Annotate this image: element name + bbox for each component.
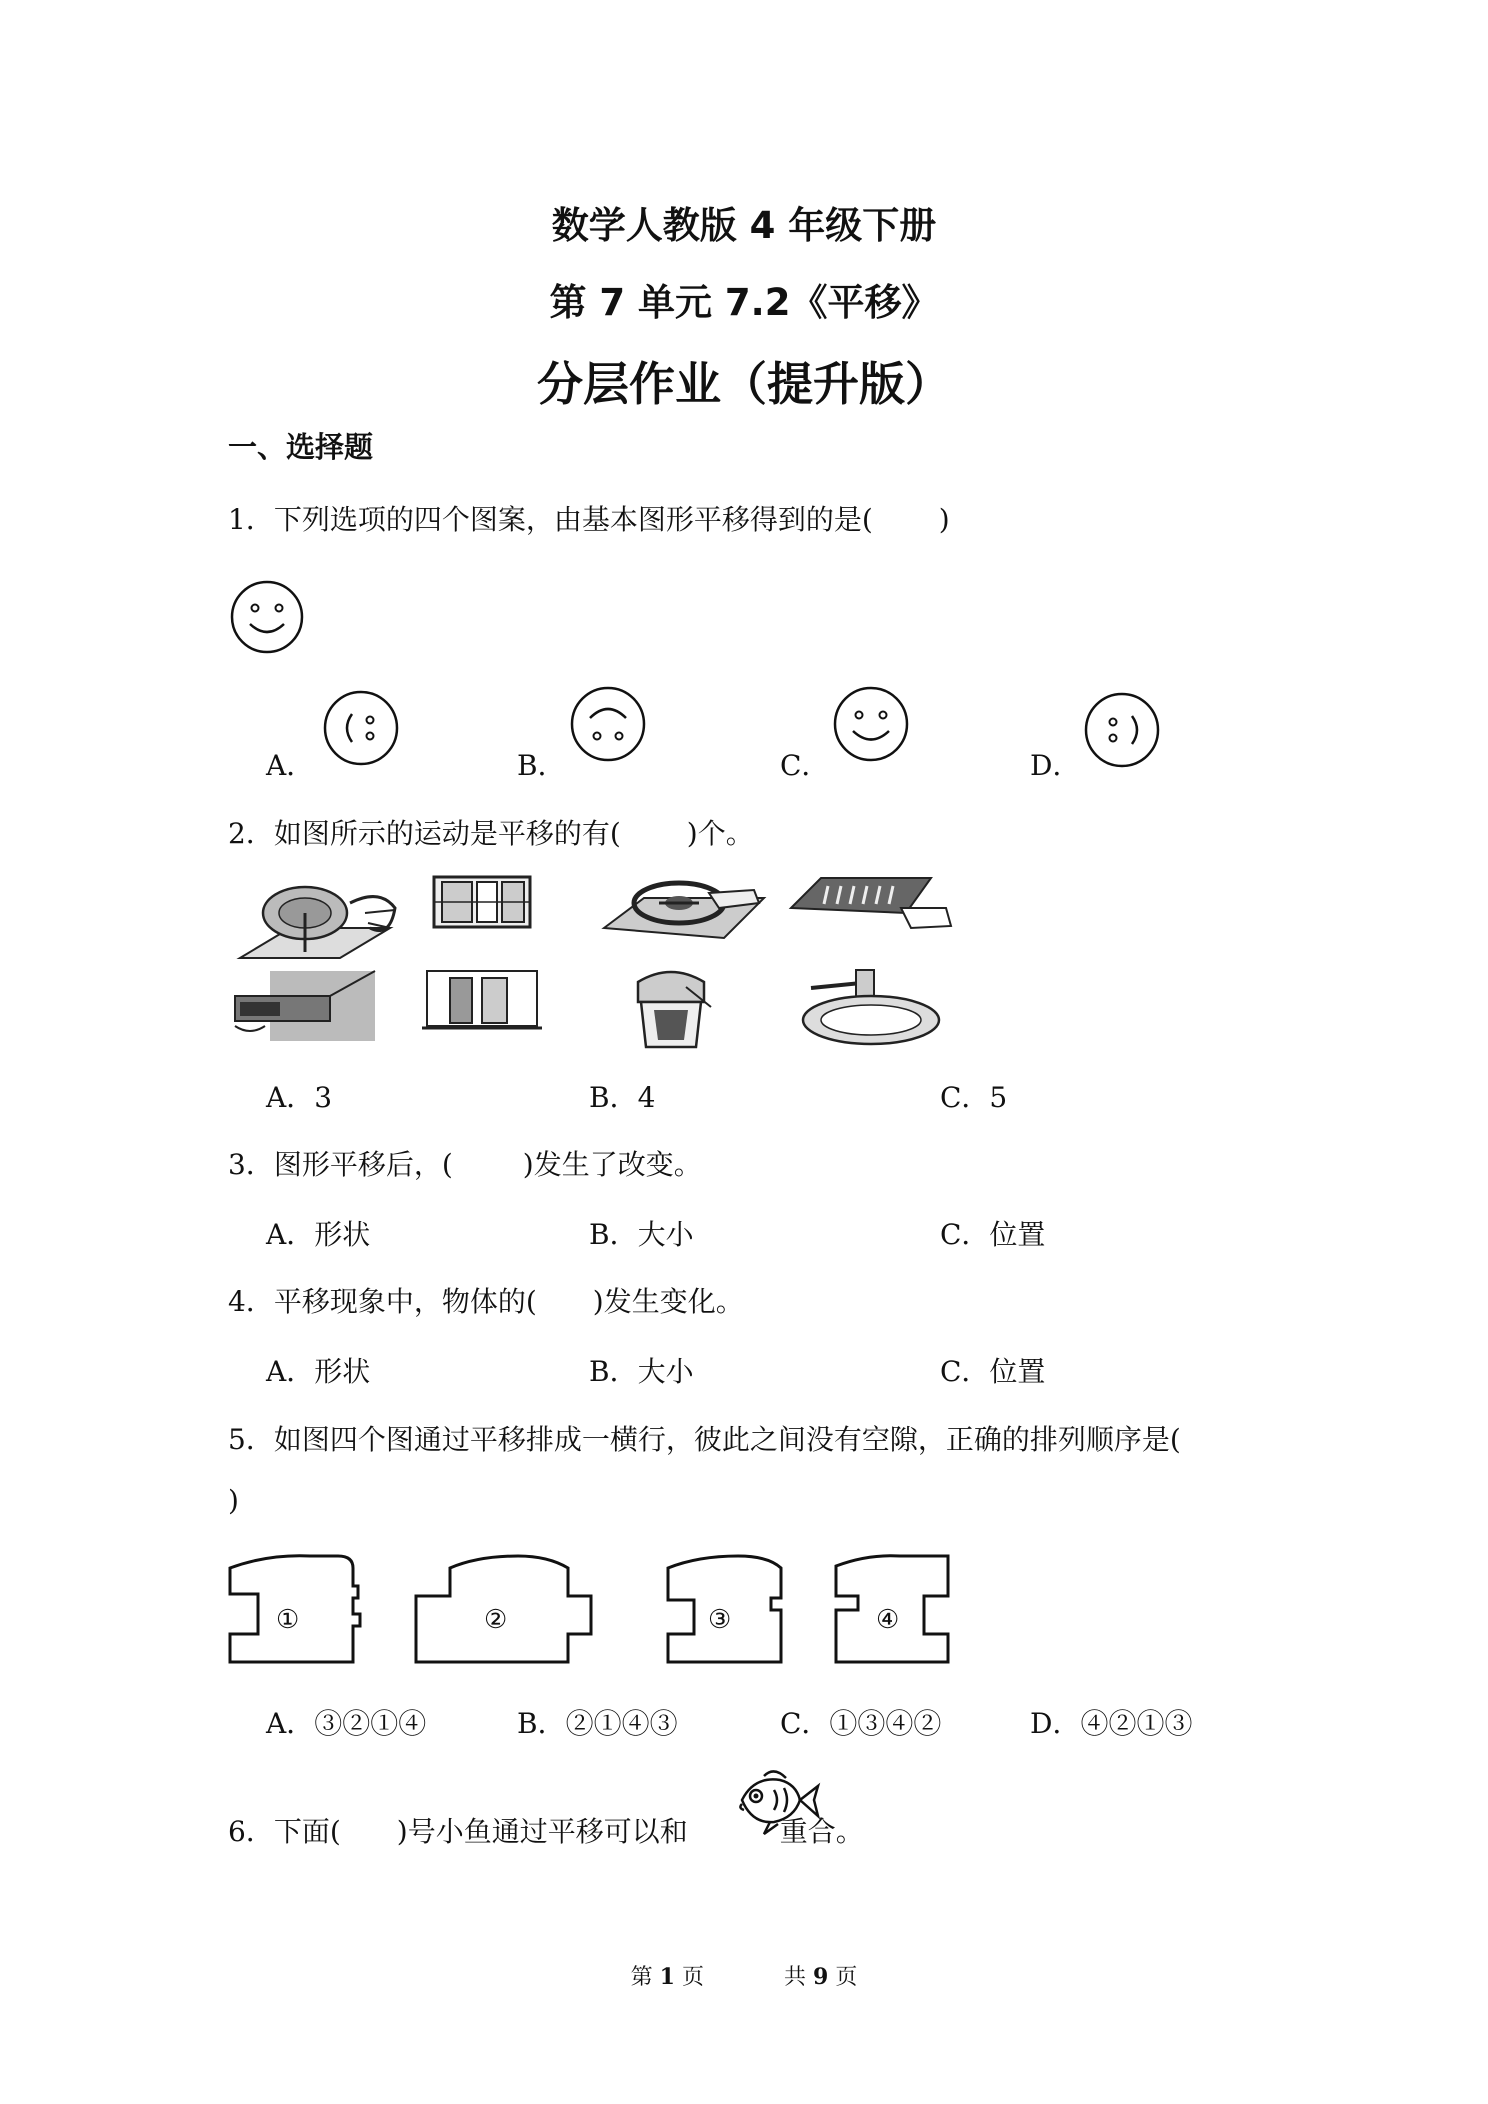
footer-total-prefix: 共 — [784, 1965, 807, 1990]
question-6-number: 6． — [228, 1815, 274, 1848]
question-3-text-after: 发生了改变。 — [533, 1148, 702, 1181]
q2-paren-close: ) — [686, 817, 698, 850]
q5-paren-close: ) — [228, 1484, 239, 1517]
q5-option-a[interactable]: A．③②①④ — [266, 1707, 427, 1740]
q1-option-a-label[interactable]: A． — [266, 749, 315, 782]
question-2-text-after: 个。 — [697, 817, 754, 850]
q2-image-sink-tap — [796, 958, 946, 1048]
q4-paren-close: ) — [592, 1285, 604, 1318]
question-1-text: 下列选项的四个图案，由基本图形平移得到的是 — [273, 503, 862, 536]
q5-option-c[interactable]: C．①③④② — [780, 1707, 942, 1740]
question-6-text: 下面 — [273, 1815, 330, 1848]
q2-image-sliding-door — [422, 966, 542, 1036]
question-3 — [228, 1143, 702, 1183]
base-smiley-figure — [228, 578, 306, 656]
question-5-text: 如图四个图通过平移排成一横行，彼此之间没有空隙，正确的排列顺序是 — [273, 1423, 1170, 1456]
q3-option-b[interactable]: B．大小 — [589, 1218, 694, 1251]
q1-option-a-figure — [322, 688, 400, 768]
q1-option-d-figure — [1082, 690, 1162, 770]
q5-paren-open: ( — [1169, 1423, 1181, 1456]
question-1-number: 1． — [228, 503, 274, 536]
q4-option-a[interactable]: A．形状 — [266, 1355, 371, 1388]
question-5-number: 5． — [228, 1423, 274, 1456]
question-3-text: 图形平移后， — [273, 1148, 442, 1181]
question-3-number: 3． — [228, 1148, 274, 1181]
q3-paren-close: ) — [522, 1148, 534, 1181]
q2-image-drawer — [230, 966, 380, 1044]
question-2-number: 2． — [228, 817, 274, 850]
footer-total-unit: 页 — [835, 1965, 858, 1990]
title-line-2: 第 7 单元 7.2《平移》 — [549, 281, 939, 324]
question-4-number: 4． — [228, 1285, 274, 1318]
fish-icon — [734, 1766, 820, 1836]
q3-option-c[interactable]: C．位置 — [940, 1218, 1046, 1251]
q6-paren-open: ( — [329, 1815, 341, 1848]
shape-1-label: ① — [276, 1605, 300, 1635]
q4-paren-open: ( — [525, 1285, 537, 1318]
q2-paren-open: ( — [609, 817, 621, 850]
section-heading: 一、选择题 — [228, 430, 374, 464]
footer-page-prefix: 第 — [630, 1965, 653, 1990]
title-line-3: 分层作业（提升版） — [537, 357, 951, 411]
question-2 — [228, 812, 754, 852]
title-line-1: 数学人教版 4 年级下册 — [551, 204, 937, 247]
footer-page-number: 1 — [659, 1964, 675, 1990]
q1-option-c-figure — [831, 684, 911, 764]
shape-2-label: ② — [484, 1605, 508, 1635]
q4-option-c[interactable]: C．位置 — [940, 1355, 1046, 1388]
shape-3-label: ③ — [708, 1605, 732, 1635]
q5-option-b[interactable]: B．②①④③ — [517, 1707, 678, 1740]
q2-image-trash-bin — [626, 962, 716, 1052]
question-6-text-mid: 号小鱼通过平移可以和 — [407, 1815, 688, 1848]
q6-paren-close: ) — [396, 1815, 408, 1848]
q1-option-b-figure — [568, 684, 648, 764]
q2-option-a[interactable]: A．3 — [266, 1081, 333, 1114]
q3-option-a[interactable]: A．形状 — [266, 1218, 371, 1251]
question-6-text-after: 重合。 — [779, 1815, 864, 1848]
q1-paren-close: ) — [938, 503, 950, 536]
q1-option-b-label[interactable]: B． — [517, 749, 566, 782]
q1-paren-open: ( — [861, 503, 873, 536]
q2-option-c[interactable]: C．5 — [940, 1081, 1008, 1114]
q2-image-sliding-window — [432, 872, 532, 932]
q2-image-turntable — [230, 868, 400, 968]
q5-shapes — [228, 1550, 968, 1670]
question-4-text: 平移现象中，物体的 — [273, 1285, 526, 1318]
shape-4-label: ④ — [876, 1605, 900, 1635]
question-4 — [228, 1280, 744, 1320]
footer-page-unit: 页 — [681, 1965, 704, 1990]
question-1 — [228, 498, 950, 538]
q1-option-c-label[interactable]: C． — [780, 749, 830, 782]
page-footer — [0, 1960, 1488, 1991]
q5-paren-close-line — [228, 1484, 239, 1517]
q2-image-abacus — [786, 868, 956, 938]
q4-option-b[interactable]: B．大小 — [589, 1355, 694, 1388]
question-2-text: 如图所示的运动是平移的有 — [273, 817, 610, 850]
q2-option-b[interactable]: B．4 — [589, 1081, 656, 1114]
q1-option-d-label[interactable]: D． — [1030, 749, 1081, 782]
q2-image-steering-wheel — [604, 868, 764, 943]
question-4-text-after: 发生变化。 — [603, 1285, 744, 1318]
q3-paren-open: ( — [441, 1148, 453, 1181]
footer-total-number: 9 — [813, 1964, 829, 1990]
question-5 — [228, 1418, 1181, 1458]
q5-option-d[interactable]: D．④②①③ — [1030, 1707, 1193, 1740]
